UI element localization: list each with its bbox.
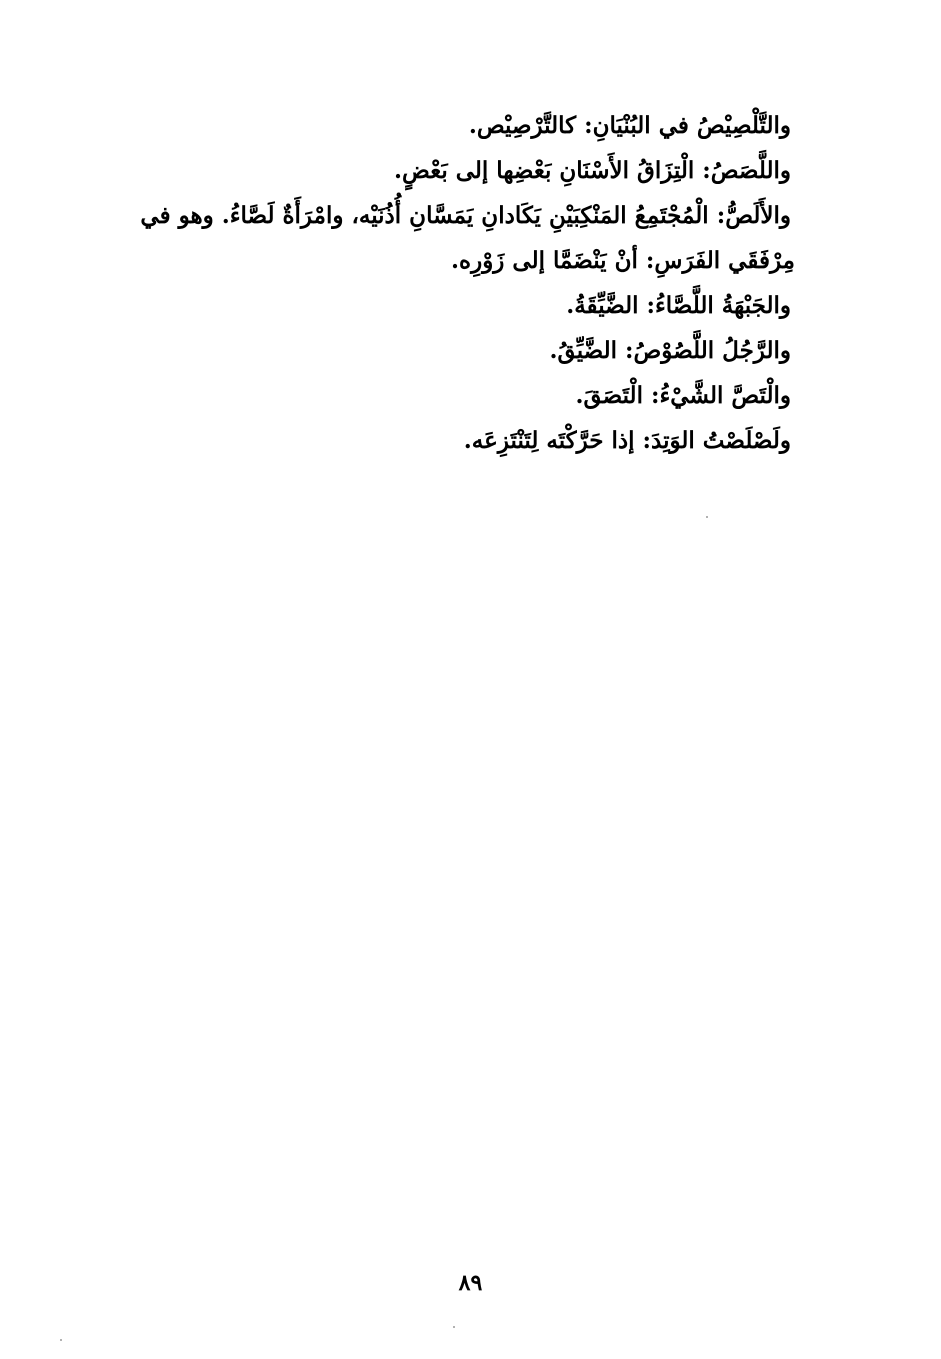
scan-speck bbox=[60, 1339, 62, 1341]
entry-line-2: واللَّصَصُ: الْتِزَاقُ الأَسْنَانِ بَعْضِها إلى بَعْضٍ. bbox=[394, 157, 791, 184]
entry-line-3: والأَلَصُّ: الْمُجْتَمِعُ المَنْكِبَيْنِ يَكَادانِ يَمَسَّانِ أُذُنَيْه، وامْرَأَةٌ لَصَّاءُ. وهو في bbox=[140, 202, 791, 229]
entry-line-6: والرَّجُلُ اللَّصُوْصُ: الضَّيِّقُ. bbox=[549, 337, 791, 364]
scan-speck bbox=[706, 516, 708, 518]
entry-line-1: والتَّلْصِيْصُ في البُنْيَانِ: كالتَّرْصِيْص. bbox=[468, 112, 791, 139]
entry-line-7: والْتَصَّ الشَّيْءُ: الْتَصَقَ. bbox=[575, 382, 791, 409]
dictionary-entries bbox=[120, 103, 795, 463]
entry-line-5: والجَبْهَةُ اللَّصَّاءُ: الضَّيِّقَةُ. bbox=[566, 292, 791, 319]
page-number: ٨٩ bbox=[458, 1270, 483, 1296]
scan-speck bbox=[453, 1326, 455, 1328]
entry-line-4: مِرْفَقَي الفَرَسِ: أنْ يَنْضَمَّا إلى زَوْرِه. bbox=[451, 247, 795, 274]
entry-line-8: ولَصْلَصْتُ الوَتِدَ: إذا حَرَّكْتَه لِتَنْتَزِعَه. bbox=[463, 427, 791, 454]
